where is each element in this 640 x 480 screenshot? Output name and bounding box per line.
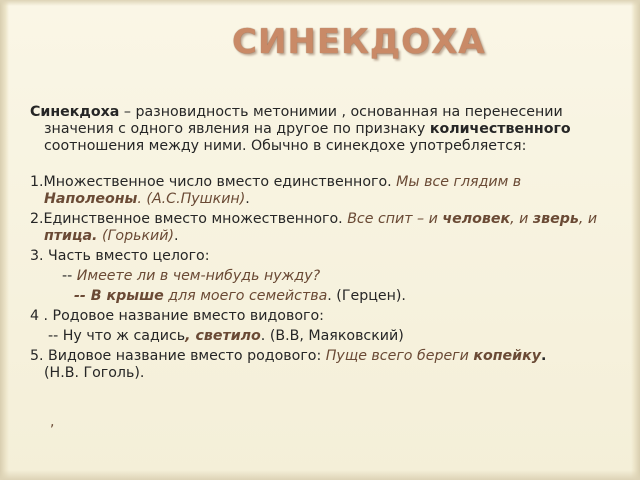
item-5-end: (Н.В. Гоголь). <box>44 365 145 381</box>
item-1-text: 1.Множественное число вместо единственного. <box>30 174 397 190</box>
item-2-word-2: зверь <box>532 211 579 227</box>
item-1-example: Мы все глядим в <box>396 174 522 190</box>
item-2 <box>30 211 612 245</box>
item-3-example-line-2 <box>30 288 612 305</box>
item-3-line-2-end: . (Герцен). <box>327 288 406 304</box>
stray-comma-mark: , <box>50 414 55 430</box>
frame-right-border <box>631 0 640 480</box>
item-2-word-1: человек <box>442 211 511 227</box>
item-5-example: Пуще всего береги <box>325 348 474 364</box>
item-4-line-bold: , светило <box>185 328 261 344</box>
item-3-line-2-text: для моего семейства <box>163 288 328 304</box>
definition-text-2: соотношения между ними. Обычно в синекдохе употребляется: <box>44 138 527 154</box>
definition-text-1: – разновидность метонимии , основанная на перенесении значения с одного явления на другое по признаку <box>44 104 563 137</box>
item-1 <box>30 174 612 208</box>
definition-term: Синекдоха <box>30 104 120 120</box>
item-3-line-2-bold: -- В крыше <box>74 288 164 304</box>
item-5 <box>30 348 612 382</box>
item-2-sep-2: , и <box>578 211 598 227</box>
item-5-text: 5. Видовое название вместо родового: <box>30 348 326 364</box>
slide-body <box>30 104 612 382</box>
item-2-end: . <box>174 228 179 244</box>
item-3-line-1-prefix: -- <box>62 268 77 284</box>
frame-left-border <box>0 0 9 480</box>
item-3-example-line-1 <box>30 268 612 285</box>
frame-bottom-border <box>0 470 640 480</box>
definition-paragraph <box>30 104 612 155</box>
item-4: 4 . Родовое название вместо видового: <box>30 308 324 324</box>
item-1-example-author: . (А.С.Пушкин) <box>137 191 246 207</box>
item-2-example-author: (Горький) <box>97 228 174 244</box>
item-5-example-dot: . <box>541 348 547 364</box>
item-4-line-end: . (В.В, Маяковский) <box>260 328 404 344</box>
item-3-line-1-text: Имеете ли в чем-нибудь нужду? <box>76 268 321 284</box>
spacer <box>30 155 612 174</box>
item-2-sep-1: , и <box>510 211 533 227</box>
item-2-text: 2.Единственное вместо множественного. <box>30 211 348 227</box>
item-1-end: . <box>245 191 250 207</box>
item-1-example-bold: Наполеоны <box>44 191 138 207</box>
item-2-example: Все спит – и <box>347 211 443 227</box>
slide-title: СИНЕКДОХА <box>232 22 486 62</box>
item-4-line-prefix: -- Ну что ж садись <box>48 328 186 344</box>
item-4-example-line <box>30 328 612 345</box>
item-2-word-3: птица. <box>44 228 98 244</box>
item-5-example-bold: копейку <box>473 348 541 364</box>
item-3: 3. Часть вместо целого: <box>30 248 210 264</box>
definition-bold-word: количественного <box>429 121 571 137</box>
frame-top-border <box>0 0 640 6</box>
